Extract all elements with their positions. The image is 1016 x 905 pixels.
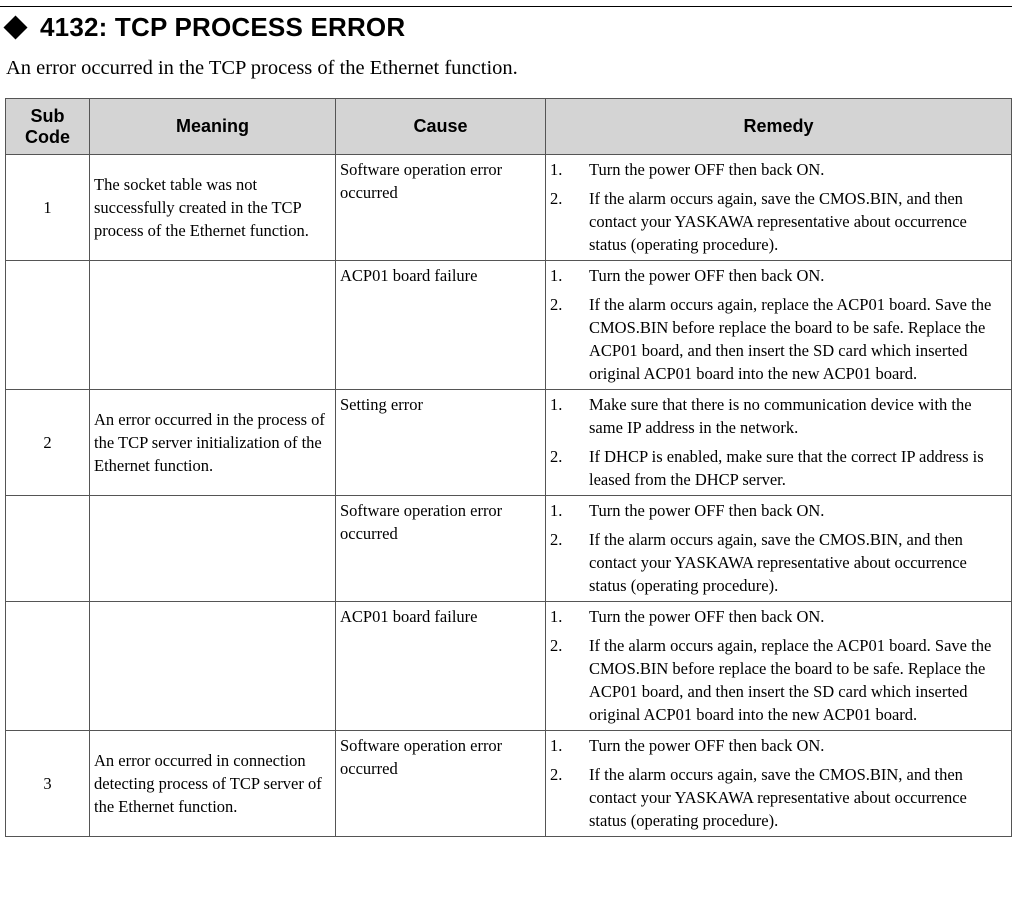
- sub-code-cell: [6, 261, 90, 390]
- remedy-step-text: If the alarm occurs again, save the CMOS.BIN, and then contact your YASKAWA representative about occurrence status (operating procedure).: [589, 765, 967, 830]
- remedy-step-text: If the alarm occurs again, save the CMOS.BIN, and then contact your YASKAWA representative about occurrence status (operating procedure).: [589, 530, 967, 595]
- remedy-step-text: Make sure that there is no communication device with the same IP address in the network.: [589, 395, 972, 437]
- remedy-step: [550, 293, 1007, 385]
- remedy-step: [550, 605, 1007, 628]
- remedy-step: [550, 158, 1007, 181]
- cause-cell: ACP01 board failure: [336, 261, 546, 390]
- table-row: [6, 496, 1012, 602]
- cause-cell: Software operation error occurred: [336, 155, 546, 261]
- cause-cell: Software operation error occurred: [336, 731, 546, 837]
- meaning-cell: [90, 261, 336, 390]
- remedy-step-text: Turn the power OFF then back ON.: [589, 736, 825, 755]
- remedy-step-text: If the alarm occurs again, replace the ACP01 board. Save the CMOS.BIN before replace the board to be safe. Replace the ACP01 board, and then insert the SD card which inserted original ACP01 board into the new ACP01 board.: [589, 295, 992, 383]
- table-row: [6, 731, 1012, 837]
- sub-code-cell: [6, 602, 90, 731]
- remedy-step-number: 2.: [550, 295, 563, 314]
- remedy-step-number: 2.: [550, 530, 563, 549]
- remedy-cell: [546, 155, 1012, 261]
- remedy-cell: [546, 390, 1012, 496]
- cause-cell: ACP01 board failure: [336, 602, 546, 731]
- remedy-step-number: 2.: [550, 636, 563, 655]
- remedy-cell: [546, 261, 1012, 390]
- remedy-step-text: If DHCP is enabled, make sure that the correct IP address is leased from the DHCP server.: [589, 447, 984, 489]
- remedy-step-text: If the alarm occurs again, save the CMOS.BIN, and then contact your YASKAWA representative about occurrence status (operating procedure).: [589, 189, 967, 254]
- table-row: [6, 155, 1012, 261]
- page-title: 4132: TCP PROCESS ERROR: [40, 12, 406, 42]
- meaning-cell: [90, 602, 336, 731]
- column-header-cause: Cause: [336, 99, 546, 155]
- table-body: [6, 155, 1012, 837]
- remedy-step: [550, 393, 1007, 439]
- remedy-step-number: 2.: [550, 765, 563, 784]
- remedy-step: [550, 634, 1007, 726]
- sub-code-cell: 3: [6, 731, 90, 837]
- remedy-step: [550, 528, 1007, 597]
- remedy-step: [550, 187, 1007, 256]
- meaning-cell: The socket table was not successfully created in the TCP process of the Ethernet function.: [90, 155, 336, 261]
- meaning-cell: An error occurred in connection detecting process of TCP server of the Ethernet function.: [90, 731, 336, 837]
- cause-cell: Setting error: [336, 390, 546, 496]
- remedy-step-text: If the alarm occurs again, replace the ACP01 board. Save the CMOS.BIN before replace the board to be safe. Replace the ACP01 board, and then insert the SD card which inserted original ACP01 board into the new ACP01 board.: [589, 636, 992, 724]
- column-header-sub-code: Sub Code: [6, 99, 90, 155]
- table-row: [6, 602, 1012, 731]
- meaning-cell: [90, 496, 336, 602]
- remedy-step-number: 1.: [550, 607, 563, 626]
- remedy-cell: [546, 731, 1012, 837]
- column-header-meaning: Meaning: [90, 99, 336, 155]
- diamond-bullet-icon: [3, 15, 27, 39]
- top-rule: [0, 6, 1012, 7]
- remedy-step: [550, 734, 1007, 757]
- meaning-cell: An error occurred in the process of the TCP server initialization of the Ethernet function.: [90, 390, 336, 496]
- sub-code-cell: 2: [6, 390, 90, 496]
- remedy-step: [550, 763, 1007, 832]
- remedy-step-number: 1.: [550, 501, 563, 520]
- sub-code-cell: [6, 496, 90, 602]
- error-table: [5, 98, 1012, 837]
- remedy-step: [550, 264, 1007, 287]
- remedy-step-number: 1.: [550, 160, 563, 179]
- table-header-row: [6, 99, 1012, 155]
- cause-cell: Software operation error occurred: [336, 496, 546, 602]
- remedy-cell: [546, 602, 1012, 731]
- intro-text: An error occurred in the TCP process of the Ethernet function.: [6, 57, 518, 79]
- table-row: [6, 390, 1012, 496]
- remedy-step-text: Turn the power OFF then back ON.: [589, 266, 825, 285]
- remedy-step: [550, 499, 1007, 522]
- remedy-step-number: 1.: [550, 395, 563, 414]
- remedy-step: [550, 445, 1007, 491]
- column-header-remedy: Remedy: [546, 99, 1012, 155]
- remedy-step-text: Turn the power OFF then back ON.: [589, 501, 825, 520]
- remedy-step-number: 2.: [550, 447, 563, 466]
- sub-code-cell: 1: [6, 155, 90, 261]
- table-row: [6, 261, 1012, 390]
- remedy-step-number: 1.: [550, 266, 563, 285]
- remedy-cell: [546, 496, 1012, 602]
- remedy-step-text: Turn the power OFF then back ON.: [589, 607, 825, 626]
- remedy-step-text: Turn the power OFF then back ON.: [589, 160, 825, 179]
- remedy-step-number: 1.: [550, 736, 563, 755]
- remedy-step-number: 2.: [550, 189, 563, 208]
- section-heading: [4, 12, 405, 43]
